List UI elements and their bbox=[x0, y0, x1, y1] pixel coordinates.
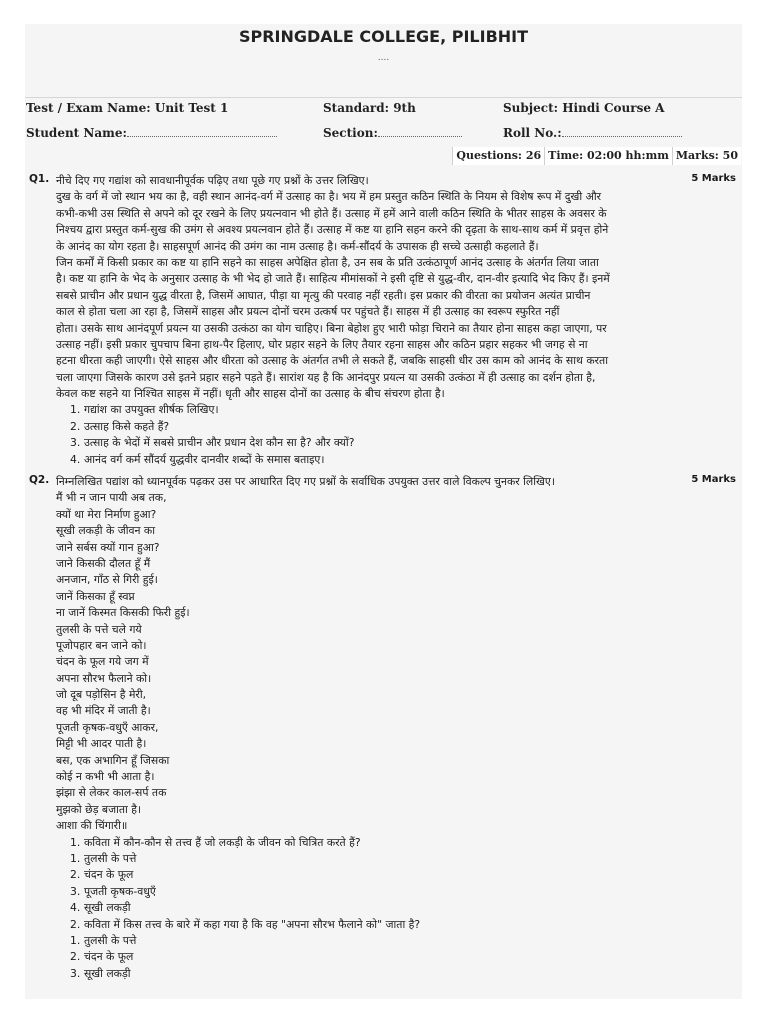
passage-line: वह भी मंदिर में जाती है। bbox=[56, 704, 151, 718]
sub-question-number: 1. bbox=[70, 933, 81, 947]
passage-line: ना जानें किस्मत किसकी फिरी हुई। bbox=[56, 606, 190, 620]
student-name-blank bbox=[127, 125, 277, 137]
passage-line: अपना सौरभ फैलाने को। bbox=[56, 671, 152, 685]
passage-line: जो दूब पड़ोसिन है मेरी, bbox=[56, 688, 147, 702]
passage-line: है। कष्ट या हानि के भेद के अनुसार उत्साह के भी भेद हो जाते हैं। साहित्य मीमांसकों ने इसी दृष्टि से युद्ध-वीर, दान-वीर इत्यादि भेद किए हैं। इनमें bbox=[56, 272, 610, 286]
exam-meta-box bbox=[452, 147, 741, 165]
question-instruction: नीचे दिए गए गद्यांश को सावधानीपूर्वक पढ़िए तथा पूछे गए प्रश्नों के उत्तर लिखिए। bbox=[56, 174, 369, 187]
test-name-label: Test / Exam Name: Unit Test 1 bbox=[26, 101, 229, 115]
header-divider bbox=[25, 97, 742, 98]
passage-line: कोई न कभी भी आता है। bbox=[56, 770, 155, 784]
passage-line: केवल कष्ट सहने या निश्चित साहस में नहीं। धृती और साहस दोनों का उत्साह के बीच संचरण होता है। bbox=[56, 387, 445, 401]
standard-label: Standard: 9th bbox=[323, 101, 416, 115]
sub-question-number: 2. bbox=[70, 419, 81, 433]
passage-line: सूखी लकड़ी के जीवन का bbox=[56, 524, 156, 538]
sub-question-text: गद्यांश का उपयुक्त शीर्षक लिखिए। bbox=[84, 403, 219, 417]
sub-question bbox=[56, 435, 686, 451]
passage-line: झंझा से लेकर काल-सर्प तक bbox=[56, 786, 167, 800]
passage-line: जिन कर्मों में किसी प्रकार का कष्ट या हानि सहने का साहस अपेक्षित होता है, उन सब के प्रति उत्कंठापूर्ण आनंद उत्साह के अंतर्गत लिया जाता bbox=[56, 255, 599, 269]
passage-line: जानें किसका हूँ स्वप्न bbox=[56, 589, 135, 603]
passage-line: आशा की चिंगारी॥ bbox=[56, 819, 128, 833]
sub-question-number: 3. bbox=[70, 436, 81, 450]
passage-line: दुख के वर्ग में जो स्थान भय का है, वही स्थान आनंद-वर्ग में उत्साह का है। भय में हम प्रस्तुत कठिन स्थिति के नियम से विशेष रूप में दुखी और bbox=[56, 190, 602, 204]
passage-line: अनजान, गाँठ से गिरी हुई। bbox=[56, 573, 158, 587]
passage-line: मैं भी न जान पायी अब तक, bbox=[56, 491, 167, 505]
sub-question-number: 2. bbox=[70, 917, 81, 931]
student-name-label: Student Name: bbox=[26, 126, 127, 140]
passage-line: हटना धीरता कही जाएगी। ऐसे साहस और धीरता को उत्साह के अंतर्गत तभी ले सकते हैं, जबकि साहसी धीर उस काम को आनंद के साथ करता bbox=[56, 354, 609, 368]
sub-question-number: 4. bbox=[70, 901, 81, 915]
passage-line: पूजोपहार बन जाने को। bbox=[56, 638, 147, 652]
passage-line: होता। उसके साथ आनंदपूर्ण प्रयत्न या उसकी उत्कंठा का योग चाहिए। बिना बेहोश हुए भारी फोड़ा चिराने का तैयार होना साहस कहा जाएगा, पर bbox=[56, 321, 607, 335]
sub-question-number: 2. bbox=[70, 868, 81, 882]
roll-no-label: Roll No.: bbox=[503, 126, 562, 140]
passage-line: मुझको छेड़ बजाता है। bbox=[56, 802, 142, 816]
sub-question-text: सूखी लकड़ी bbox=[84, 966, 131, 980]
section-field bbox=[323, 125, 462, 140]
sub-question-text: चंदन के फूल bbox=[84, 950, 134, 964]
student-name-field bbox=[26, 125, 277, 140]
sub-question bbox=[56, 851, 686, 867]
question-number: Q1. bbox=[29, 173, 50, 185]
sub-question-text: आनंद वर्ग कर्म सौंदर्य युद्धवीर दानवीर शब्दों के समास बताइए। bbox=[84, 452, 325, 466]
sub-question-text: उत्साह किसे कहते हैं? bbox=[84, 419, 170, 433]
sub-question bbox=[56, 933, 686, 949]
sub-question-number: 1. bbox=[70, 851, 81, 865]
passage-line: पूजती कृषक-वधुएँ आकर, bbox=[56, 720, 159, 734]
passage-line: काल से होता चला आ रहा है, जिसमें साहस और प्रयत्न दोनों चरम उत्कर्ष पर पहुंचते हैं। साहस में ही उत्साह का स्वरूप स्फुरित नहीं bbox=[56, 305, 560, 319]
sub-question-number: 3. bbox=[70, 966, 81, 980]
sub-question-text: चंदन के फूल bbox=[84, 868, 134, 882]
sub-question-number: 2. bbox=[70, 950, 81, 964]
question-number: Q2. bbox=[29, 474, 50, 486]
sub-question-number: 1. bbox=[70, 835, 81, 849]
sub-question bbox=[56, 867, 686, 883]
question-body bbox=[56, 173, 686, 468]
total-marks: Marks: 50 bbox=[672, 147, 741, 165]
passage-line: के आनंद का योग रहता है। साहसपूर्ण आनंद की उमंग का नाम उत्साह है। कर्म-सौंदर्य के उपासक ही सच्चे उत्साही कहलाते हैं। bbox=[56, 239, 539, 253]
passage-line: जाने सर्बस क्यों गान हुआ? bbox=[56, 540, 160, 554]
subtitle-dots: .... bbox=[377, 53, 390, 63]
passage-line: सबसे प्राचीन और प्रधान युद्ध वीरता है, जिसमें आघात, पीड़ा या मृत्यु की परवाह नहीं रहती। इस प्रकार की वीरता का प्रयोजन अत्यंत प्राचीन bbox=[56, 288, 591, 302]
sub-question-text: कविता में कौन-कौन से तत्त्व हैं जो लकड़ी के जीवन को चित्रित करते हैं? bbox=[84, 835, 361, 849]
exam-sheet bbox=[25, 24, 742, 999]
passage-line: तुलसी के पत्ते चले गये bbox=[56, 622, 142, 636]
passage-line: मिट्टी भी आदर पाती है। bbox=[56, 737, 147, 751]
question-instruction: निम्नलिखित पद्यांश को ध्यानपूर्वक पढ़कर उस पर आधारित दिए गए प्रश्नों के सर्वाधिक उपयुक्त उत्तर वाले विकल्प चुनकर लिखिए। bbox=[56, 475, 555, 488]
roll-no-field bbox=[503, 125, 682, 140]
passage-line: निश्चय द्वारा प्रस्तुत कर्म-सुख की उमंग से अवश्य प्रयत्नवान होते हैं। उत्साह में कष्ट या हानि सहन करने की दृढ़ता के साथ-साथ कर्म में प्रवृत्त होने bbox=[56, 223, 609, 237]
section-blank bbox=[378, 125, 462, 137]
sub-question-text: सूखी लकड़ी bbox=[84, 901, 131, 915]
sub-question bbox=[56, 966, 686, 982]
sub-question bbox=[56, 917, 686, 933]
sub-question bbox=[56, 402, 686, 418]
subject-label: Subject: Hindi Course A bbox=[503, 101, 665, 115]
question-body bbox=[56, 474, 686, 982]
sub-question-text: पूजती कृषक-वधुएँ bbox=[84, 884, 156, 898]
sub-question-number: 3. bbox=[70, 884, 81, 898]
section-label: Section: bbox=[323, 126, 378, 140]
time-limit: Time: 02:00 hh:mm bbox=[544, 147, 672, 165]
passage-line: उत्साह नहीं। इसी प्रकार चुपचाप बिना हाथ-पैर हिलाए, घोर प्रहार सहने के लिए तैयार रहना साहस और कठिन प्रहार सहकर भी जगह से ना bbox=[56, 337, 588, 351]
sub-question bbox=[56, 419, 686, 435]
sub-question-text: तुलसी के पत्ते bbox=[84, 851, 137, 865]
passage-line: चंदन के फूल गये जग में bbox=[56, 655, 149, 669]
sub-question-text: कविता में किस तत्त्व के बारे में कहा गया है कि वह "अपना सौरभ फैलाने को" जाता है? bbox=[84, 917, 421, 931]
question-marks: 5 Marks bbox=[691, 474, 736, 485]
sub-question bbox=[56, 949, 686, 965]
roll-no-blank bbox=[562, 125, 682, 137]
sub-question bbox=[56, 452, 686, 468]
college-title: SPRINGDALE COLLEGE, PILIBHIT bbox=[238, 27, 529, 46]
passage-line: जाने किसकी दौलत हूँ मैं bbox=[56, 556, 151, 570]
sub-question-text: उत्साह के भेदों में सबसे प्राचीन और प्रधान देश कौन सा है? और क्यों? bbox=[84, 436, 355, 450]
sub-question-number: 4. bbox=[70, 452, 81, 466]
passage-line: चला जाएगा जिसके कारण उसे इतने प्रहार सहने पड़ते हैं। सारांश यह है कि आनंदपुर प्रयत्न या उसकी उत्कंठा में ही उत्साह का दर्शन होता है, bbox=[56, 370, 596, 384]
question-marks: 5 Marks bbox=[691, 173, 736, 184]
questions-count: Questions: 26 bbox=[452, 147, 544, 165]
sub-question-number: 1. bbox=[70, 403, 81, 417]
sub-question-text: तुलसी के पत्ते bbox=[84, 933, 137, 947]
passage-line: क्यों था मेरा निर्माण हुआ? bbox=[56, 507, 157, 521]
sub-question bbox=[56, 884, 686, 900]
passage-line: बस, एक अभागिन हूँ जिसका bbox=[56, 753, 170, 767]
passage-line: कभी-कभी उस स्थिति से अपने को दूर रखने के लिए प्रयत्नवान भी होते हैं। उत्साह में हमें आने वाली कठिन स्थिति के भीतर साहस के अवसर के bbox=[56, 206, 607, 220]
sub-question bbox=[56, 900, 686, 916]
sub-question bbox=[56, 835, 686, 851]
